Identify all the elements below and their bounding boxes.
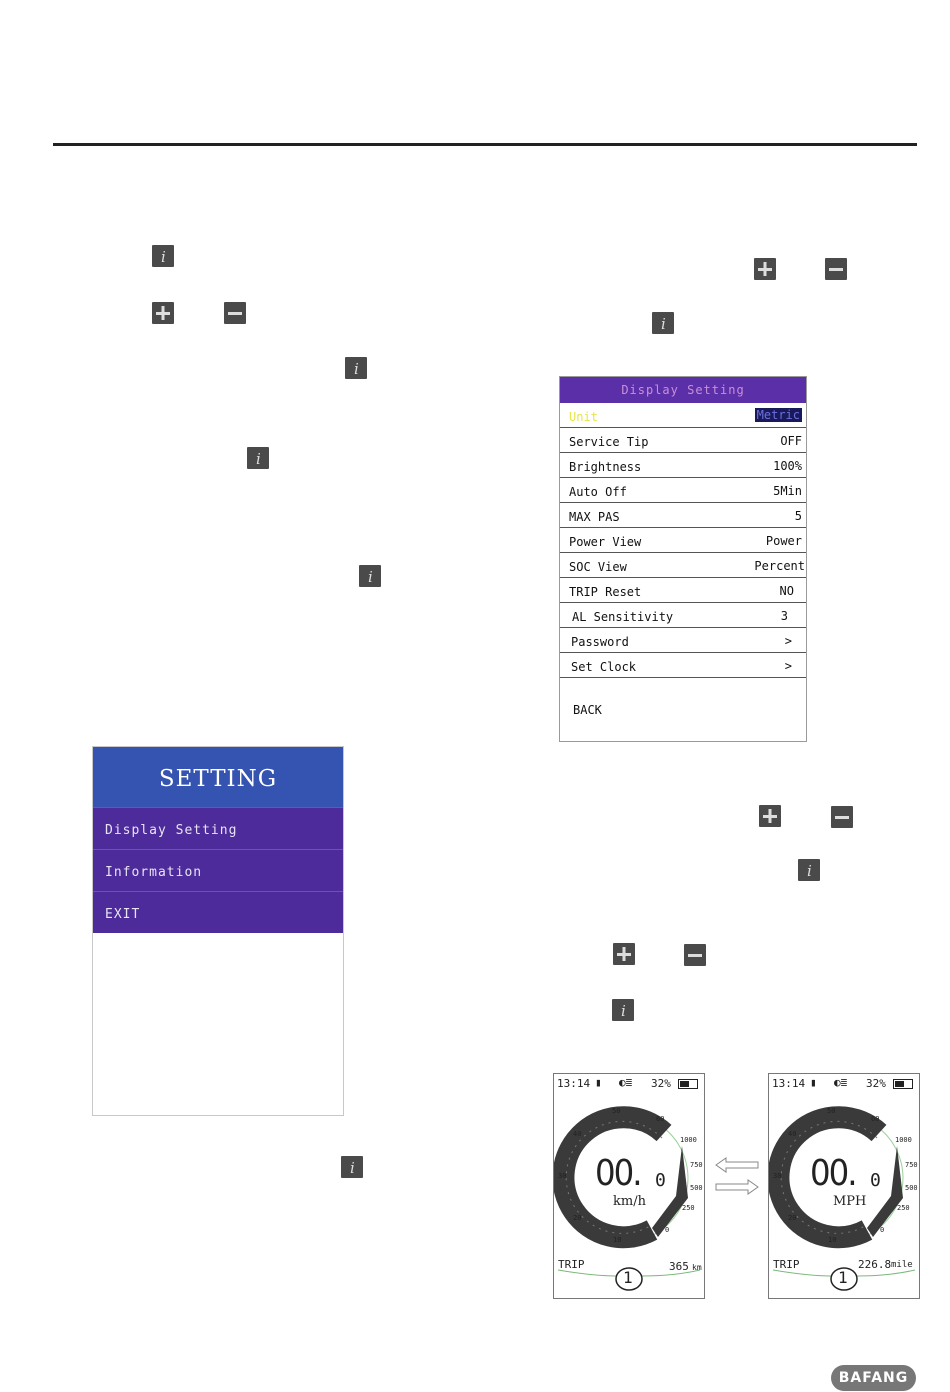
svg-text:i: i (256, 450, 261, 468)
back-button[interactable]: BACK (573, 703, 602, 717)
setting-row-service-tip[interactable] (560, 428, 806, 453)
trip-label: TRIP (773, 1258, 800, 1271)
setting-value: OFF (780, 434, 802, 448)
setting-row-power-view[interactable] (560, 528, 806, 553)
speed-tick: 30 (773, 1172, 782, 1180)
power-tick: 0 (880, 1226, 885, 1234)
speed-tick: 50 (612, 1107, 621, 1115)
setting-row-brightness[interactable] (560, 453, 806, 478)
main-display-imperial (768, 1073, 920, 1299)
speed-value: 00. (595, 1153, 641, 1194)
power-tick: 500 (905, 1184, 918, 1192)
setting-label: Power View (569, 535, 642, 549)
setting-value: 3 (780, 609, 788, 623)
setting-label: SOC View (569, 560, 627, 574)
info-button-icon (341, 1156, 363, 1178)
setting-label: Auto Off (569, 485, 627, 499)
battery-icon (893, 1079, 913, 1089)
speed-tick: 60 (656, 1115, 665, 1123)
speed-tick: 30 (558, 1172, 567, 1180)
speed-decimal: 0 (655, 1170, 666, 1191)
setting-label: MAX PAS (569, 510, 620, 524)
chevron-right-icon: > (784, 659, 792, 673)
minus-button-icon (825, 258, 847, 280)
setting-value: Percent (754, 559, 805, 573)
svg-text:i: i (621, 1002, 626, 1020)
setting-value: 100% (773, 459, 802, 473)
plus-button-icon (754, 258, 776, 280)
plus-button-icon (759, 805, 781, 827)
setting-menu-screen (92, 746, 344, 1116)
main-display-metric (553, 1073, 705, 1299)
speed-tick: 40 (788, 1130, 797, 1138)
power-tick: 250 (897, 1204, 910, 1212)
plug-icon: ▮ (810, 1076, 817, 1089)
plus-button-icon (613, 943, 635, 965)
setting-label: Brightness (569, 460, 642, 474)
setting-label: TRIP Reset (569, 585, 642, 599)
power-tick: 750 (690, 1161, 703, 1169)
power-tick: 0 (665, 1226, 670, 1234)
battery-percent: 32% (866, 1077, 886, 1090)
clock-time: 13:14 (772, 1077, 806, 1090)
setting-row-max-pas[interactable] (560, 503, 806, 528)
setting-row-auto-off[interactable] (560, 478, 806, 503)
svg-text:i: i (368, 568, 373, 586)
headlight-icon: ◐≣ (619, 1076, 633, 1089)
setting-menu-title: SETTING (93, 747, 343, 807)
setting-label: Set Clock (571, 660, 637, 674)
setting-label: Service Tip (569, 435, 649, 449)
plus-button-icon (152, 302, 174, 324)
trip-value: 365 (669, 1260, 689, 1273)
svg-text:i: i (350, 1159, 355, 1177)
svg-text:i: i (161, 248, 166, 266)
minus-button-icon (224, 302, 246, 324)
speed-tick: 20 (573, 1214, 582, 1222)
trip-unit: km (692, 1263, 702, 1272)
display-setting-screen (559, 376, 807, 742)
headlight-icon: ◐≣ (834, 1076, 848, 1089)
speed-unit: km/h (613, 1194, 646, 1209)
speed-unit: MPH (833, 1194, 867, 1209)
svg-text:i: i (807, 862, 812, 880)
speed-decimal: 0 (870, 1170, 881, 1191)
speed-tick: 10 (828, 1236, 837, 1244)
speed-tick: 60 (871, 1115, 880, 1123)
info-button-icon (247, 447, 269, 469)
assist-level: 1 (623, 1268, 633, 1287)
power-tick: 250 (682, 1204, 695, 1212)
display-setting-title: Display Setting (560, 377, 806, 403)
setting-value: 5 (794, 509, 802, 523)
minus-button-icon (831, 806, 853, 828)
info-button-icon (345, 357, 367, 379)
trip-label: TRIP (558, 1258, 585, 1271)
info-button-icon (359, 565, 381, 587)
setting-label: Unit (569, 410, 598, 424)
minus-button-icon (684, 944, 706, 966)
setting-row-password[interactable] (560, 628, 806, 653)
menu-item-display-setting[interactable]: Display Setting (93, 807, 343, 849)
speed-tick: 10 (613, 1236, 622, 1244)
setting-row-trip-reset[interactable] (560, 578, 806, 603)
speed-tick: 50 (827, 1107, 836, 1115)
assist-level: 1 (838, 1268, 848, 1287)
power-tick: 750 (905, 1161, 918, 1169)
setting-row-al-sensitivity[interactable] (560, 603, 806, 628)
speed-value: 00. (810, 1153, 856, 1194)
bafang-logo: BAFANG (831, 1365, 916, 1391)
info-button-icon (652, 312, 674, 334)
clock-time: 13:14 (557, 1077, 591, 1090)
trip-value: 226.8 (858, 1258, 892, 1271)
info-button-icon (152, 245, 174, 267)
menu-item-information[interactable]: Information (93, 849, 343, 891)
svg-text:i: i (661, 315, 666, 333)
setting-value: 5Min (773, 484, 802, 498)
power-tick: 1000 (680, 1136, 697, 1144)
setting-value: Power (765, 534, 802, 548)
setting-row-set-clock[interactable] (560, 653, 806, 678)
power-tick: 1000 (895, 1136, 912, 1144)
battery-icon (678, 1079, 698, 1089)
info-button-icon (612, 999, 634, 1021)
setting-value: Metric (756, 408, 800, 422)
menu-item-exit[interactable]: EXIT (93, 891, 343, 933)
plug-icon: ▮ (595, 1076, 602, 1089)
trip-unit: mile (891, 1260, 913, 1270)
chevron-right-icon: > (784, 634, 792, 648)
setting-row-unit[interactable] (560, 403, 806, 428)
setting-row-soc-view[interactable] (560, 553, 806, 578)
power-tick: 500 (690, 1184, 703, 1192)
switch-arrows-icon (714, 1156, 760, 1196)
setting-value: NO (779, 584, 794, 598)
svg-text:i: i (354, 360, 359, 378)
setting-label: AL Sensitivity (572, 610, 674, 624)
setting-label: Password (571, 635, 629, 649)
speed-tick: 20 (788, 1214, 797, 1222)
battery-percent: 32% (651, 1077, 671, 1090)
header-rule (53, 143, 917, 146)
info-button-icon (798, 859, 820, 881)
speed-tick: 40 (573, 1130, 582, 1138)
